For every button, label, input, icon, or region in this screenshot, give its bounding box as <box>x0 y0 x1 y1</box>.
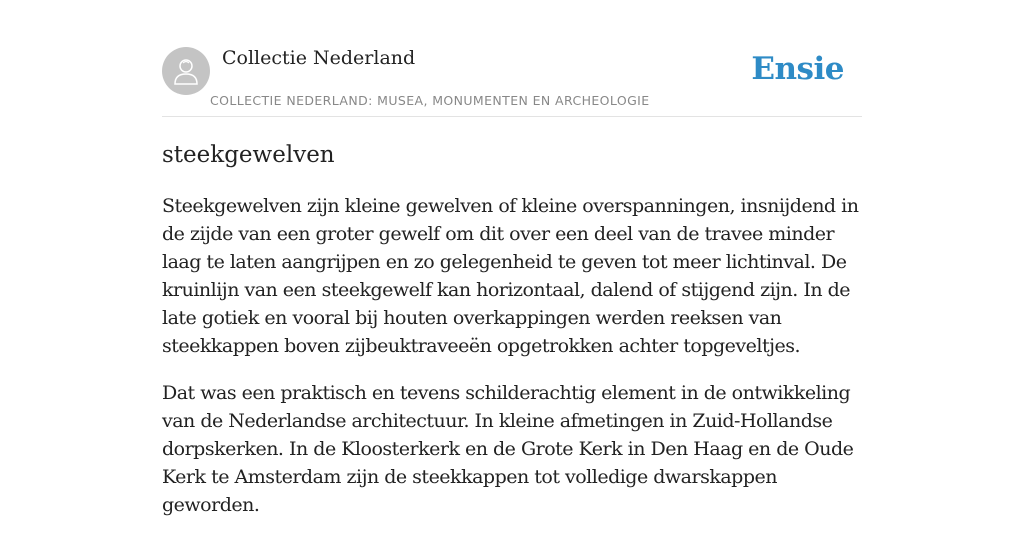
brand-logo[interactable]: Ensie <box>751 51 844 87</box>
article-paragraph: Steekgewelven zijn kleine gewelven of kleine overspanningen, insnijdend in de zijde van een groter gewelf om dit over een deel van de travee minder laag te laten aangrijpen en zo gelegenheid te geven tot meer lichtinval. De kruinlijn van een steekgewelf kan horizontaal, dalend of stijgend zijn. In de late gotiek en vooral bij houten overkappingen werden reeksen van steekkappen boven zijbeuktraveeën opgetrokken achter topgeveltjes. <box>162 195 859 357</box>
article-paragraph: Dat was een praktisch en tevens schilderachtig element in de ontwikkeling van de Nederlandse architectuur. In kleine afmetingen in Zuid-Hollandse dorpskerken. In de Kloosterkerk en de Grote Kerk in Den Haag en de Oude Kerk te Amsterdam zijn de steekkappen tot volledige dwarskappen geworden. <box>162 382 854 516</box>
article-header <box>162 46 862 117</box>
category-link[interactable]: COLLECTIE NEDERLAND: MUSEA, MONUMENTEN EN ARCHEOLOGIE <box>210 93 650 108</box>
author-name[interactable]: Collectie Nederland <box>222 47 416 69</box>
user-avatar-icon <box>173 57 199 85</box>
author-avatar[interactable] <box>162 47 210 95</box>
article-body <box>162 192 862 538</box>
article-title: steekgewelven <box>162 142 335 168</box>
